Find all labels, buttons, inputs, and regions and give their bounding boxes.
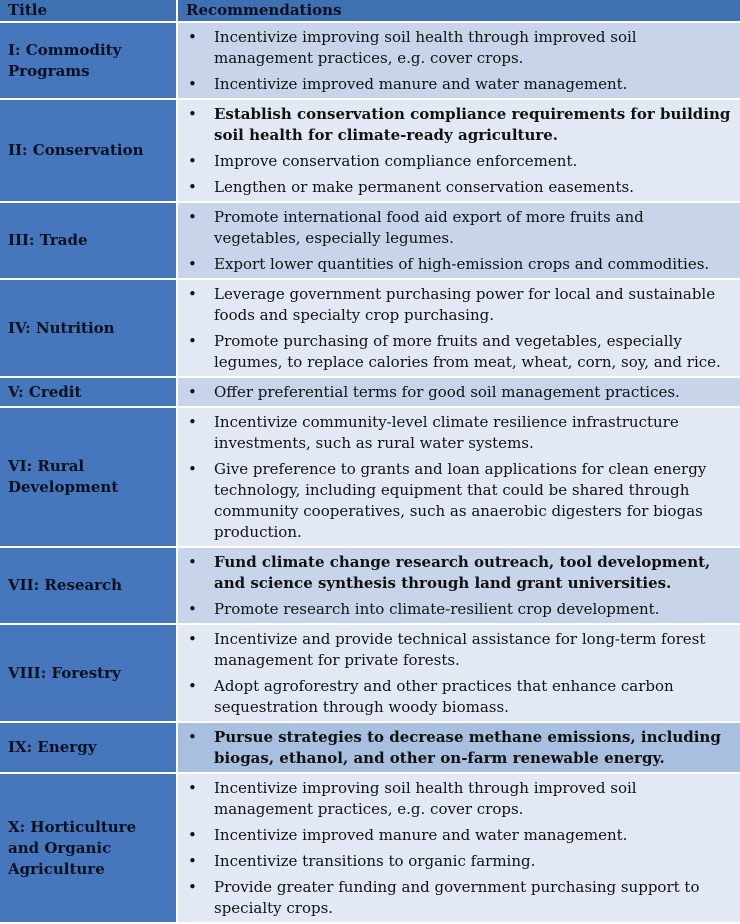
recommendation-list — [184, 629, 732, 718]
table-row — [0, 99, 740, 202]
bullet-icon: • — [188, 255, 197, 273]
recommendation-item — [184, 74, 732, 95]
table-body — [0, 22, 740, 923]
recommendation-list — [184, 382, 732, 403]
recommendation-list — [184, 412, 732, 543]
recommendation-text: Incentivize and provide technical assistance for long-term forest management for private forests. — [214, 630, 706, 669]
title-cell: V: Credit — [0, 377, 177, 407]
recommendation-list — [184, 104, 732, 198]
recommendations-cell — [177, 279, 740, 377]
recommendation-list — [184, 727, 732, 769]
recommendation-item — [184, 177, 732, 198]
recommendation-list — [184, 778, 732, 919]
recommendations-cell — [177, 547, 740, 624]
recommendation-item — [184, 552, 732, 594]
recommendation-text: Incentivize improved manure and water management. — [214, 826, 628, 844]
recommendation-text: Leverage government purchasing power for local and sustainable foods and specialty crop purchasing. — [214, 285, 716, 324]
title-cell: X: Horticulture and Organic Agriculture — [0, 773, 177, 923]
bullet-icon: • — [188, 630, 197, 648]
recommendations-cell — [177, 377, 740, 407]
recommendations-cell — [177, 624, 740, 722]
recommendations-cell — [177, 99, 740, 202]
bullet-icon: • — [188, 826, 197, 844]
recommendation-list — [184, 27, 732, 95]
recommendation-text: Incentivize community-level climate resilience infrastructure investments, such as rural water systems. — [214, 413, 679, 452]
recommendation-text: Incentivize improving soil health through improved soil management practices, e.g. cover crops. — [214, 779, 637, 818]
bullet-icon: • — [188, 75, 197, 93]
recommendation-item — [184, 825, 732, 846]
bullet-icon: • — [188, 728, 197, 746]
recommendation-text: Establish conservation compliance requirements for building soil health for climate-ready agriculture. — [214, 105, 731, 144]
header-row — [0, 0, 740, 22]
bullet-icon: • — [188, 208, 197, 226]
recommendation-item — [184, 599, 732, 620]
bullet-icon: • — [188, 285, 197, 303]
recommendation-item — [184, 284, 732, 326]
recommendation-text: Offer preferential terms for good soil management practices. — [214, 383, 680, 401]
recommendation-text: Promote purchasing of more fruits and vegetables, especially legumes, to replace calories from meat, wheat, corn, soy, and rice. — [214, 332, 721, 371]
bullet-icon: • — [188, 178, 197, 196]
bullet-icon: • — [188, 383, 197, 401]
recommendation-item — [184, 778, 732, 820]
title-cell: I: Commodity Programs — [0, 22, 177, 99]
table-row — [0, 22, 740, 99]
recommendations-cell — [177, 22, 740, 99]
recommendation-text: Provide greater funding and government purchasing support to specialty crops. — [214, 878, 700, 917]
bullet-icon: • — [188, 600, 197, 618]
recommendations-cell — [177, 202, 740, 279]
recommendation-list — [184, 552, 732, 620]
bullet-icon: • — [188, 677, 197, 695]
table-row — [0, 624, 740, 722]
recommendation-item — [184, 331, 732, 373]
recommendation-text: Adopt agroforestry and other practices that enhance carbon sequestration through woody biomass. — [214, 677, 674, 716]
bullet-icon: • — [188, 28, 197, 46]
bullet-icon: • — [188, 413, 197, 431]
recommendation-item — [184, 254, 732, 275]
recommendation-item — [184, 676, 732, 718]
table-row — [0, 773, 740, 923]
title-cell: II: Conservation — [0, 99, 177, 202]
recommendation-item — [184, 877, 732, 919]
bullet-icon: • — [188, 460, 197, 478]
recommendation-text: Fund climate change research outreach, tool development, and science synthesis through land grant universities. — [214, 553, 711, 592]
title-cell: VI: Rural Development — [0, 407, 177, 547]
title-cell: VII: Research — [0, 547, 177, 624]
recommendation-text: Incentivize improving soil health through improved soil management practices, e.g. cover crops. — [214, 28, 637, 67]
recommendation-text: Export lower quantities of high-emission crops and commodities. — [214, 255, 710, 273]
title-cell: IX: Energy — [0, 722, 177, 773]
table-row — [0, 202, 740, 279]
bullet-icon: • — [188, 152, 197, 170]
recommendations-cell — [177, 407, 740, 547]
bullet-icon: • — [188, 852, 197, 870]
recommendation-list — [184, 284, 732, 373]
table-row — [0, 722, 740, 773]
bullet-icon: • — [188, 332, 197, 350]
bullet-icon: • — [188, 105, 197, 123]
recommendation-text: Promote international food aid export of more fruits and vegetables, especially legumes. — [214, 208, 644, 247]
table-row — [0, 377, 740, 407]
recommendation-item — [184, 412, 732, 454]
bullet-icon: • — [188, 779, 197, 797]
table-row — [0, 547, 740, 624]
recommendation-text: Incentivize transitions to organic farming. — [214, 852, 536, 870]
title-column-header: Title — [0, 0, 177, 22]
recommendation-item — [184, 459, 732, 543]
recommendation-text: Lengthen or make permanent conservation easements. — [214, 178, 634, 196]
recommendation-text: Pursue strategies to decrease methane emissions, including biogas, ethanol, and other on-farm renewable energy. — [214, 728, 721, 767]
recommendations-cell — [177, 773, 740, 923]
title-cell: III: Trade — [0, 202, 177, 279]
recommendation-text: Incentivize improved manure and water management. — [214, 75, 628, 93]
recommendations-column-header: Recommendations — [177, 0, 740, 22]
recommendation-item — [184, 207, 732, 249]
table-row — [0, 279, 740, 377]
recommendations-cell — [177, 722, 740, 773]
recommendation-item — [184, 382, 732, 403]
title-cell: IV: Nutrition — [0, 279, 177, 377]
title-cell: VIII: Forestry — [0, 624, 177, 722]
bullet-icon: • — [188, 878, 197, 896]
recommendation-item — [184, 851, 732, 872]
recommendation-item — [184, 727, 732, 769]
recommendation-item — [184, 27, 732, 69]
recommendation-text: Improve conservation compliance enforcement. — [214, 152, 578, 170]
recommendation-item — [184, 104, 732, 146]
recommendation-list — [184, 207, 732, 275]
bullet-icon: • — [188, 553, 197, 571]
recommendation-text: Give preference to grants and loan applications for clean energy technology, including equipment that could be shared through community cooperatives, such as anaerobic digesters for biogas production. — [214, 460, 707, 541]
table-row — [0, 407, 740, 547]
recommendation-item — [184, 151, 732, 172]
recommendation-text: Promote research into climate-resilient crop development. — [214, 600, 660, 618]
recommendation-item — [184, 629, 732, 671]
